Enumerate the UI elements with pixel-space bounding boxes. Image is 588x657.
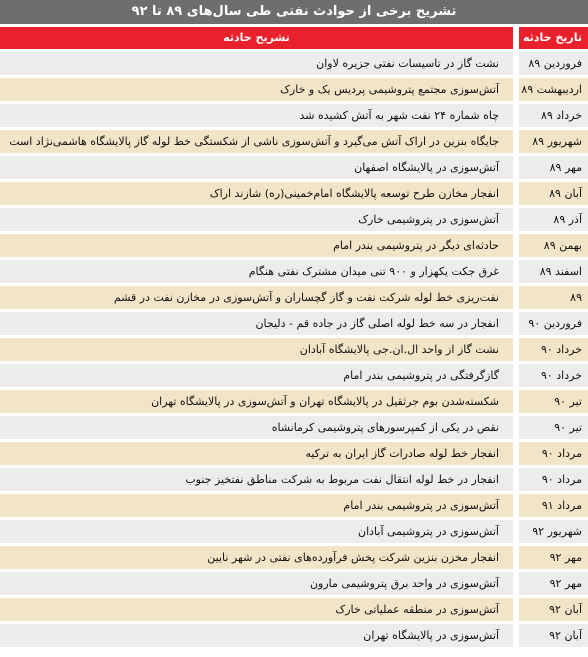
table-row xyxy=(0,286,588,309)
incident-date-cell: مهر ۸۹ xyxy=(519,156,588,179)
column-gap xyxy=(513,156,519,179)
incident-description-cell: انفجار در سه خط لوله اصلی گاز در جاده قم - دلیجان xyxy=(0,312,513,335)
incident-date-cell: آبان ۹۲ xyxy=(519,598,588,621)
incident-description-cell: آتش‌سوزی در پالایشگاه تهران xyxy=(0,624,513,647)
incident-description-cell: انفجار مخزن بنزین شرکت پخش فرآورده‌های نفتی در شهر نایین xyxy=(0,546,513,569)
column-gap xyxy=(513,572,519,595)
incident-date-cell: مرداد ۹۰ xyxy=(519,468,588,491)
incident-description-cell: انفجار خط لوله صادرات گاز ایران به ترکیه xyxy=(0,442,513,465)
table-row xyxy=(0,130,588,153)
column-gap xyxy=(513,78,519,101)
incident-description-cell: آتش‌سوزی در پالایشگاه اصفهان xyxy=(0,156,513,179)
table-row xyxy=(0,364,588,387)
incident-date-cell: فروردین ۹۰ xyxy=(519,312,588,335)
incident-date-cell: ۸۹ xyxy=(519,286,588,309)
table-row xyxy=(0,572,588,595)
column-gap xyxy=(513,598,519,621)
incident-description-cell: آتش‌سوزی در منطقه عملیاتی خارک xyxy=(0,598,513,621)
table-header-row xyxy=(0,27,588,49)
header-description-cell: تشریح حادثه xyxy=(0,27,513,49)
incident-description-cell: جایگاه بنزین در اراک آتش می‌گیرد و آتش‌سوزی ناشی از شکستگی خط لوله گاز پالایشگاه هاشمی‌نژاد است xyxy=(0,130,513,153)
header-date-cell: تاریخ حادثه xyxy=(519,27,588,49)
table-row xyxy=(0,468,588,491)
column-gap xyxy=(513,520,519,543)
incident-description-cell: آتش‌سوزی در پتروشیمی آبادان xyxy=(0,520,513,543)
incident-description-cell: آتش‌سوزی در پتروشیمی خارک xyxy=(0,208,513,231)
table-row xyxy=(0,182,588,205)
incident-description-cell: انفجار در خط لوله انتقال نفت مربوط به شرکت مناطق نفتخیز جنوب xyxy=(0,468,513,491)
incident-date-cell: خرداد ۸۹ xyxy=(519,104,588,127)
incident-date-cell: خرداد ۹۰ xyxy=(519,364,588,387)
incident-date-cell: تیر ۹۰ xyxy=(519,416,588,439)
incident-description-cell: شکسته‌شدن بوم جرثقیل در پالایشگاه تهران و آتش‌سوزی در پالایشگاه تهران xyxy=(0,390,513,413)
table-row xyxy=(0,390,588,413)
column-gap xyxy=(513,364,519,387)
table-row xyxy=(0,494,588,517)
column-gap xyxy=(513,182,519,205)
incident-description-cell: حادثه‌ای دیگر در پتروشیمی بندر امام xyxy=(0,234,513,257)
incident-description-cell: نفت‌ریزی خط لوله شرکت نفت و گاز گچساران و آتش‌سوزی در مخازن نفت در قشم xyxy=(0,286,513,309)
table-row xyxy=(0,208,588,231)
incident-description-cell: نشت گاز از واحد ال.ان.جی پالایشگاه آبادان xyxy=(0,338,513,361)
column-gap xyxy=(513,338,519,361)
incident-description-cell: چاه شماره ۲۴ نفت شهر به آتش کشیده شد xyxy=(0,104,513,127)
page-title: تشریح برخی از حوادث نفتی طی سال‌های ۸۹ تا ۹۲ xyxy=(0,0,588,24)
incident-description-cell: آتش‌سوزی در پتروشیمی بندر امام xyxy=(0,494,513,517)
incident-date-cell: مهر ۹۲ xyxy=(519,546,588,569)
incident-date-cell: آبان ۹۲ xyxy=(519,624,588,647)
incidents-table xyxy=(0,27,588,650)
column-gap xyxy=(513,104,519,127)
incident-date-cell: اسفند ۸۹ xyxy=(519,260,588,283)
table-row xyxy=(0,78,588,101)
incident-description-cell: انفجار مخازن طرح توسعه پالایشگاه امام‌خمینی(ره) شازند اراک xyxy=(0,182,513,205)
table-row xyxy=(0,416,588,439)
table-row xyxy=(0,442,588,465)
incident-description-cell: غرق جکت یکهزار و ۹۰۰ تنی میدان مشترک نفتی هنگام xyxy=(0,260,513,283)
incident-date-cell: فروردین ۸۹ xyxy=(519,52,588,75)
incident-date-cell: خرداد ۹۰ xyxy=(519,338,588,361)
column-gap xyxy=(513,312,519,335)
table-row xyxy=(0,156,588,179)
incident-date-cell: شهریور ۹۲ xyxy=(519,520,588,543)
column-gap xyxy=(513,390,519,413)
column-gap xyxy=(513,234,519,257)
table-row xyxy=(0,624,588,647)
table-row xyxy=(0,598,588,621)
incident-date-cell: مرداد ۹۱ xyxy=(519,494,588,517)
incident-date-cell: آذر ۸۹ xyxy=(519,208,588,231)
column-gap xyxy=(513,416,519,439)
incident-date-cell: مهر ۹۲ xyxy=(519,572,588,595)
incident-date-cell: بهمن ۸۹ xyxy=(519,234,588,257)
incident-date-cell: مرداد ۹۰ xyxy=(519,442,588,465)
table-row xyxy=(0,338,588,361)
incident-date-cell: آبان ۸۹ xyxy=(519,182,588,205)
table-row xyxy=(0,520,588,543)
table-row xyxy=(0,52,588,75)
incident-description-cell: آتش‌سوزی در واحد برق پتروشیمی مارون xyxy=(0,572,513,595)
column-gap xyxy=(513,208,519,231)
incident-date-cell: اردیبهشت ۸۹ xyxy=(519,78,588,101)
incident-description-cell: نقص در یکی از کمپرسورهای پتروشیمی کرمانشاه xyxy=(0,416,513,439)
table-row xyxy=(0,546,588,569)
column-gap xyxy=(513,546,519,569)
column-gap xyxy=(513,468,519,491)
incident-description-cell: آتش‌سوزی مجتمع پتروشیمی پردیس یک و خارک xyxy=(0,78,513,101)
table-row xyxy=(0,104,588,127)
table-row xyxy=(0,234,588,257)
column-gap xyxy=(513,52,519,75)
column-gap xyxy=(513,286,519,309)
column-gap xyxy=(513,494,519,517)
table-row xyxy=(0,312,588,335)
column-gap xyxy=(513,442,519,465)
column-gap xyxy=(513,260,519,283)
incident-description-cell: گازگرفتگی در پتروشیمی بندر امام xyxy=(0,364,513,387)
column-gap xyxy=(513,130,519,153)
column-gap xyxy=(513,27,519,49)
incident-date-cell: شهریور ۸۹ xyxy=(519,130,588,153)
incident-date-cell: تیر ۹۰ xyxy=(519,390,588,413)
incident-description-cell: نشت گاز در تاسیسات نفتی جزیره لاوان xyxy=(0,52,513,75)
column-gap xyxy=(513,624,519,647)
table-row xyxy=(0,260,588,283)
